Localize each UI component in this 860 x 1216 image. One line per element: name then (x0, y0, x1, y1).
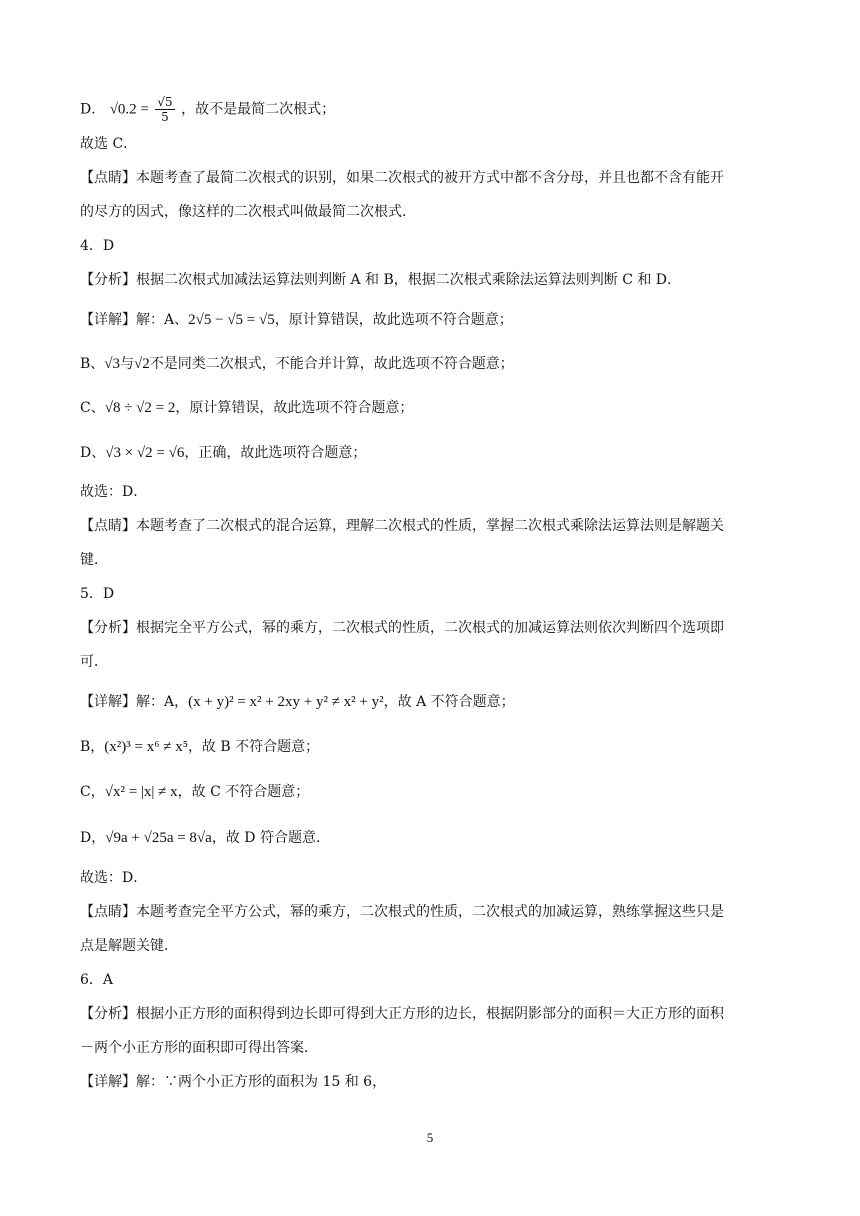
line-q4-choose: 故选：D． (80, 484, 148, 500)
line-q5-analysis-a: 【分析】根据完全平方公式，幂的乘方，二次根式的性质，二次根式的加减运算法则依次判断四个选项即 (80, 620, 724, 636)
math-expression: √x² = |x| ≠ x (104, 784, 178, 800)
line-q4-detail-c: C、√8 ÷ √2 = 2，原计算错误，故此选项不符合题意； (80, 400, 414, 416)
math-expression: 2√5 − √5 = √5 (188, 312, 275, 328)
math-expression: √9a + √25a = 8√a (105, 830, 212, 846)
line-q5-choose: 故选：D． (80, 870, 148, 886)
line-q4-answer: 4．D (80, 238, 115, 254)
line-comment-3b: 的尽方的因式，像这样的二次根式叫做最简二次根式． (80, 204, 416, 220)
line-q5-detail-c: C，√x² = |x| ≠ x，故 C 不符合题意； (80, 784, 310, 800)
fraction: $\frac{√5}{5}$ (157, 95, 173, 124)
line-q4-detail-d: D、√3 × √2 = √6，正确，故此选项符合题意； (80, 445, 367, 461)
line-q5-detail-d: D，√9a + √25a = 8√a，故 D 符合题意． (80, 830, 330, 846)
line-q4-detail-a: 【详解】解：A、2√5 − √5 = √5，原计算错误，故此选项不符合题意； (80, 312, 513, 328)
math-expression: (x²)³ = x⁶ ≠ x⁵ (104, 739, 188, 755)
line-q6-analysis-a: 【分析】根据小正方形的面积得到边长即可得到大正方形的边长，根据阴影部分的面积＝大正方形的面积 (80, 1006, 724, 1022)
line-q4-analysis: 【分析】根据二次根式加减法运算法则判断 A 和 B，根据二次根式乘除法运算法则判断 C 和 D． (80, 272, 682, 288)
math-expression: √3 × √2 = √6 (105, 445, 185, 461)
line-q4-comment-b: 键． (80, 552, 108, 568)
line-q5-comment-b: 点是解题关键． (80, 938, 178, 954)
math-expression: √3 (104, 356, 121, 372)
line-q6-detail: 【详解】解：∵两个小正方形的面积为 15 和 6， (80, 1074, 387, 1090)
line-q5-answer: 5．D (80, 586, 115, 602)
line-q5-detail-b: B，(x²)³ = x⁶ ≠ x⁵，故 B 不符合题意； (80, 739, 320, 755)
line-q6-answer: 6．A (80, 972, 114, 988)
line-q5-detail-a: 【详解】解：A，(x + y)² = x² + 2xy + y² ≠ x² + y²，故 A 不符合题意； (80, 694, 515, 710)
line-q5-comment-a: 【点睛】本题考查完全平方公式，幂的乘方，二次根式的性质，二次根式的加减运算，熟练掌握这些只是 (80, 904, 724, 920)
line-q6-analysis-b: －两个小正方形的面积即可得出答案． (80, 1040, 318, 1056)
line-q4-detail-b: B、√3与√2不是同类二次根式，不能合并计算，故此选项不符合题意； (80, 356, 514, 372)
math-expression: √8 ÷ √2 = 2 (104, 400, 176, 416)
math-expression: (x + y)² = x² + 2xy + y² ≠ x² + y² (188, 694, 384, 710)
line-comment-3a: 【点睛】本题考查了最简二次根式的识别，如果二次根式的被开方式中都不含分母，并且也都不含有能开 (80, 170, 724, 186)
line-q4-comment-a: 【点睛】本题考查了二次根式的混合运算，理解二次根式的性质，掌握二次根式乘除法运算法则是解题关 (80, 518, 724, 534)
page-number: 5 (426, 1130, 434, 1145)
math-expression: √2 (134, 356, 150, 372)
math-sqrt-0-2: √0.2 = (109, 101, 149, 118)
line-answer-c: 故选 C． (80, 136, 138, 152)
line-q5-analysis-b: 可． (80, 654, 108, 670)
line-option-d: D． √0.2 = $\frac{√5}{5}$ ，故不是最简二次根式； (80, 95, 336, 124)
